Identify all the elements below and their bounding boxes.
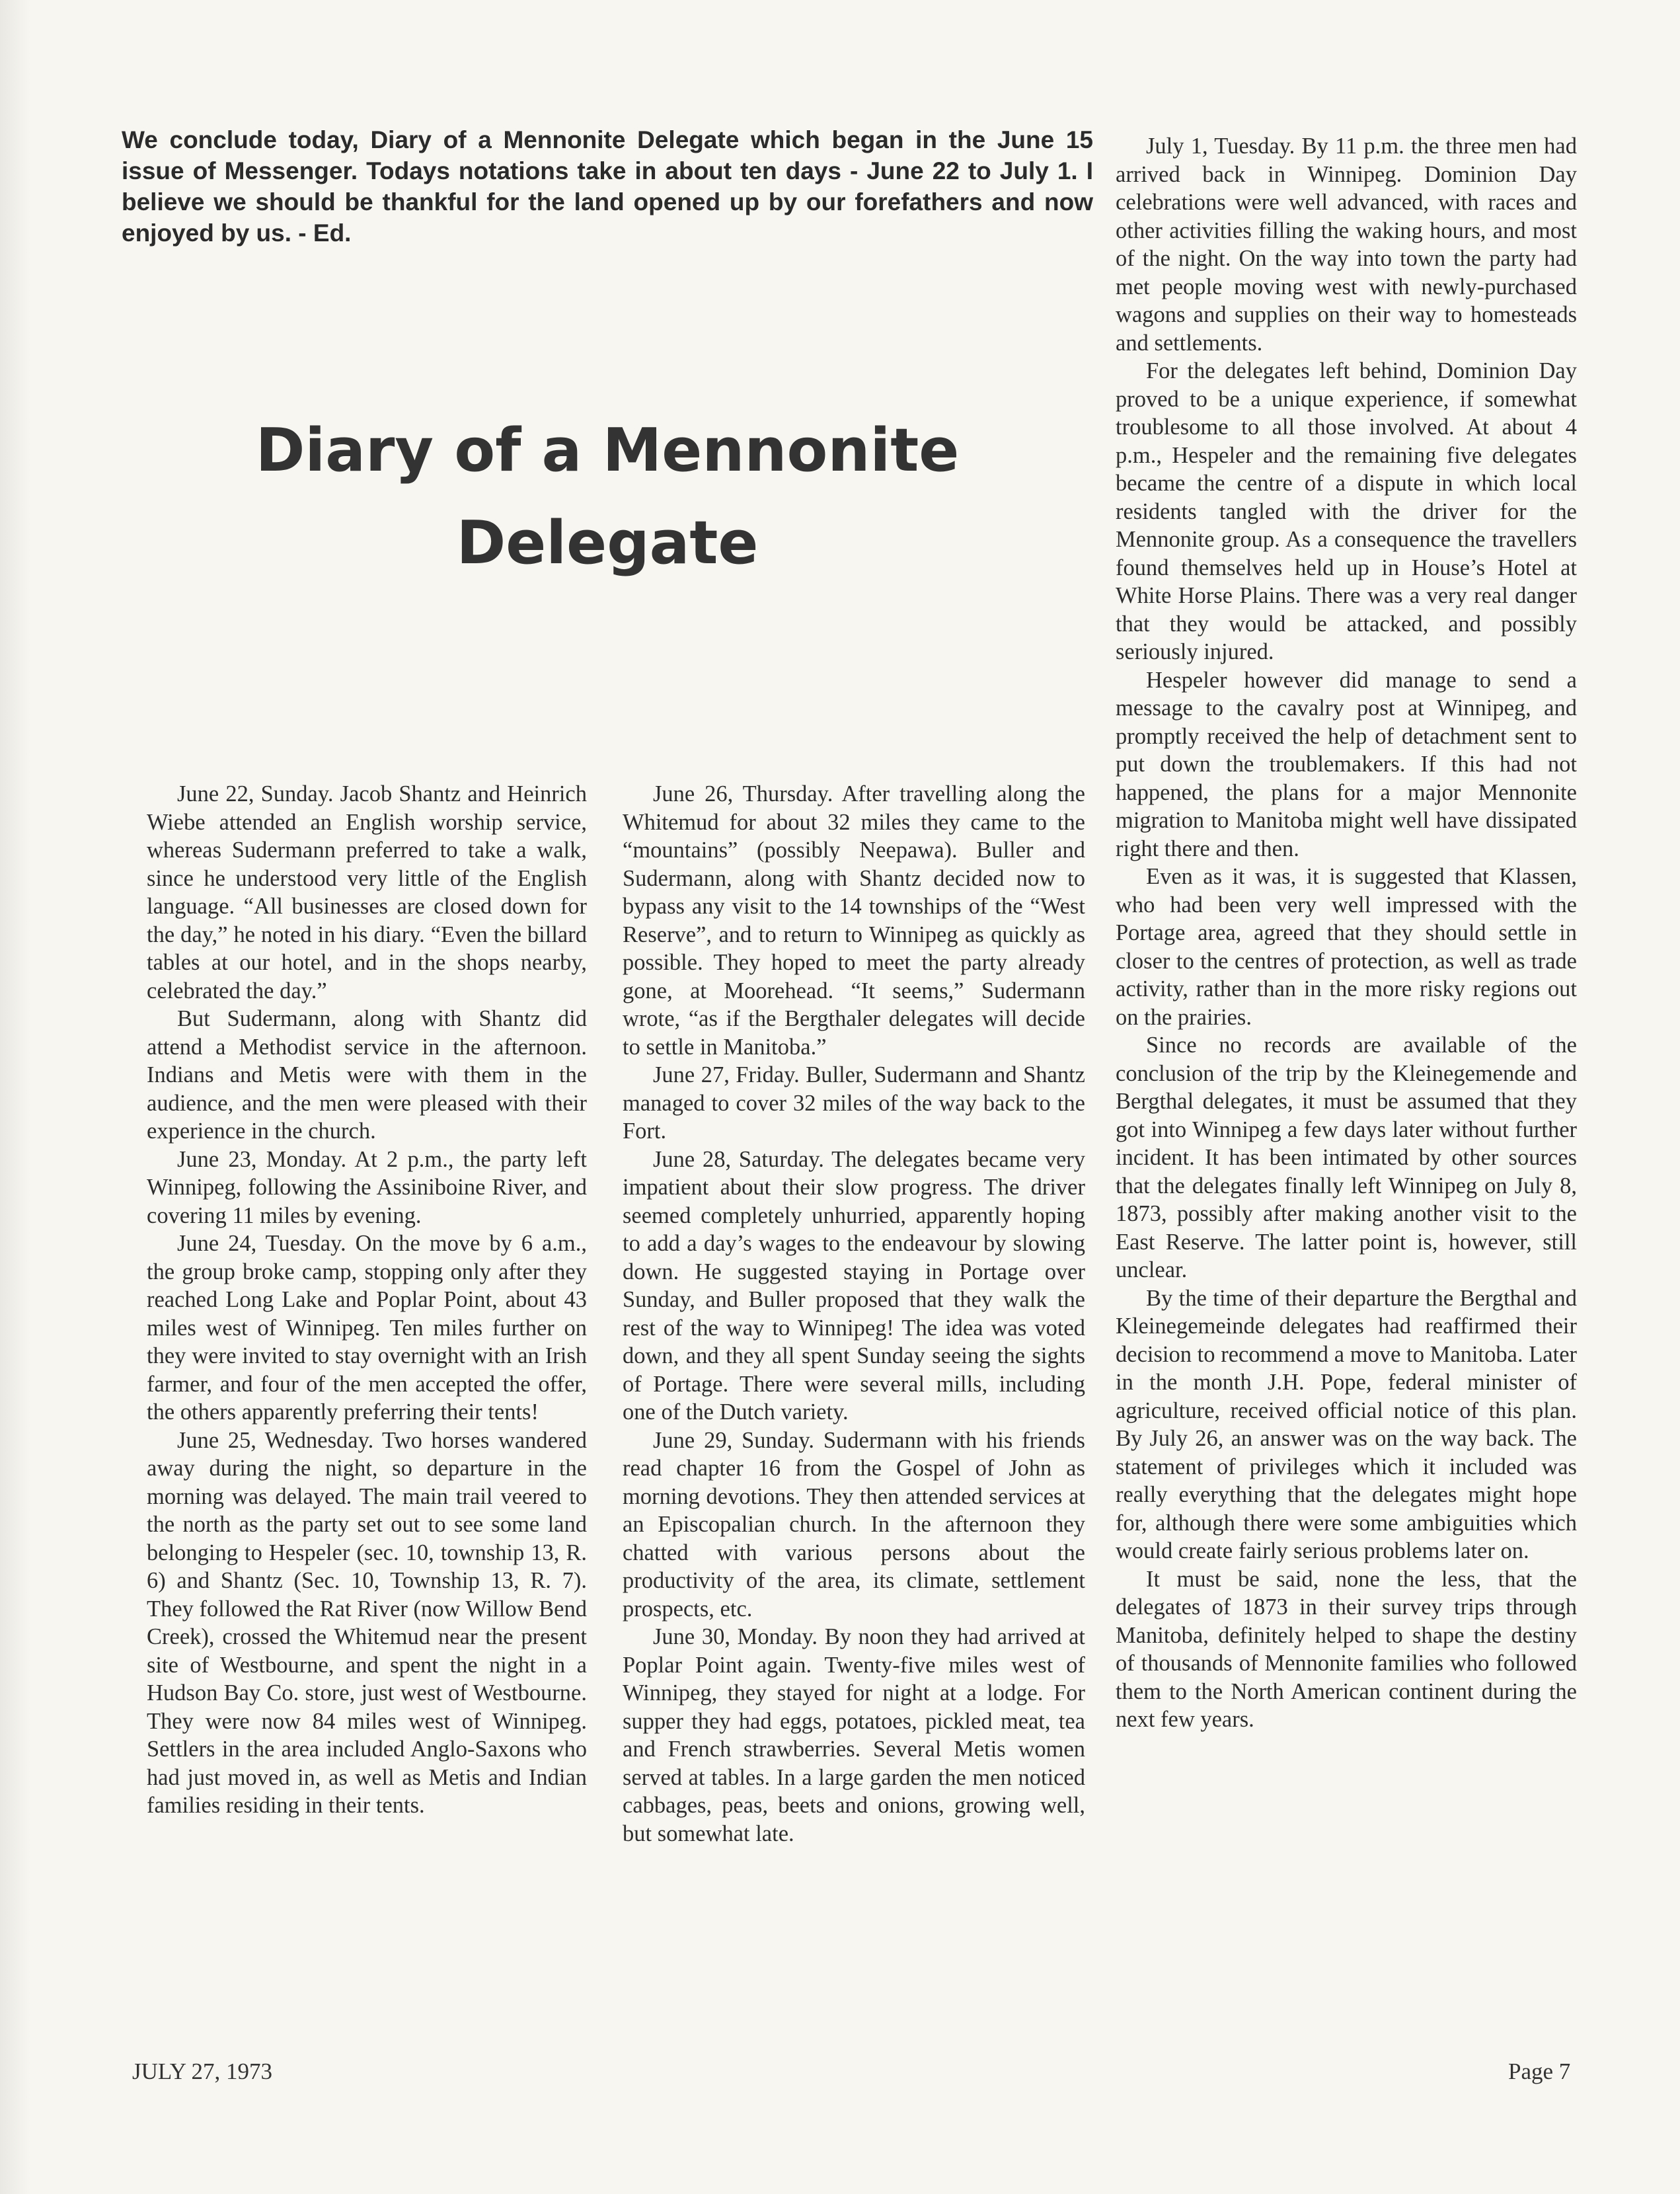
column-3	[1116, 132, 1577, 1734]
paragraph: June 24, Tuesday. On the move by 6 a.m., the group broke camp, stopping only after they reached Long Lake and Poplar Point, about 43 miles west of Winnipeg. Ten miles further on they were invited to stay overnight with an Irish farmer, and four of the men accepted the offer, the others apparently preferring their tents!	[147, 1231, 587, 1425]
column-1	[147, 780, 587, 1820]
paragraph: June 28, Saturday. The delegates became very impatient about their slow progress. The driver seemed completely unhurried, apparently hoping to add a day’s wages to the endeavour by slowing down. He suggested staying in Portage over Sunday, and Buller proposed that they walk the rest of the way to Winnipeg! The idea was voted down, and they all spent Sunday seeing the sights of Portage. There were several mills, including one of the Dutch variety.	[623, 1146, 1085, 1425]
article-title: Diary of a Mennonite Delegate	[255, 416, 960, 578]
paragraph: June 25, Wednesday. Two horses wandered away during the night, so departure in the morning was delayed. The main trail veered to the north as the party set out to see some land belonging to Hespeler (sec. 10, township 13, R. 6) and Shantz (Sec. 10, Township 13, R. 7). They followed the Rat River (now Willow Bend Creek), crossed the Whitemud near the present site of Westbourne, and spent the night in a Hudson Bay Co. store, just west of Westbourne. They were now 84 miles west of Winnipeg. Settlers in the area included Anglo-Saxons who had just moved in, as well as Metis and Indian families residing in their tents.	[147, 1427, 587, 1818]
paragraph: June 22, Sunday. Jacob Shantz and Heinrich Wiebe attended an English worship service, whereas Sudermann preferred to take a walk, since he understood very little of the English language. “All businesses are closed down for the day,” he noted in his diary. “Even the billard tables at our hotel, and in the shops nearby, celebrated the day.”	[147, 781, 587, 1003]
paragraph: June 26, Thursday. After travelling along the Whitemud for about 32 miles they came to the “mountains” (possibly Neepawa). Buller and Sudermann, along with Shantz decided now to bypass any visit to the 14 townships of the “West Reserve”, and to return to Winnipeg as quickly as possible. They hoped to meet the party already gone, at Moorehead. “It seems,” Sudermann wrote, “as if the Bergthaler delegates will decide to settle in Manitoba.”	[623, 781, 1085, 1060]
column-2	[623, 780, 1085, 1848]
paragraph: June 23, Monday. At 2 p.m., the party left Winnipeg, following the Assiniboine River, and covering 11 miles by evening.	[147, 1146, 587, 1228]
paragraph: But Sudermann, along with Shantz did attend a Methodist service in the afternoon. Indians and Metis were with them in the audience, and the men were pleased with their experience in the church.	[147, 1006, 587, 1144]
paragraph: For the delegates left behind, Dominion Day proved to be a unique experience, if somewhat troublesome to all those involved. At about 4 p.m., Hespeler and the remaining five delegates became the centre of a dispute in which local residents tangled with the driver for the Mennonite group. As a consequence the travellers found themselves held up in House’s Hotel at White Horse Plains. There was a very real danger that they would be attacked, and possibly seriously injured.	[1116, 358, 1577, 664]
paragraph: By the time of their departure the Bergthal and Kleinegemeinde delegates had reaffirmed their decision to recommend a move to Manitoba. Later in the month J.H. Pope, federal minister of agriculture, received official notice of this plan. By July 26, an answer was on the way back. The statement of privileges which it included was really everything that the delegates might hope for, although there were some ambiguities which would create fairly serious problems later on.	[1116, 1285, 1577, 1563]
paragraph: Hespeler however did manage to send a message to the cavalry post at Winnipeg, and promptly received the help of detachment sent to put down the troublemakers. If this had not happened, the plans for a major Mennonite migration to Manitoba might well have dissipated right there and then.	[1116, 667, 1577, 861]
page-number: Page 7	[1508, 2058, 1571, 2084]
paragraph: July 1, Tuesday. By 11 p.m. the three men had arrived back in Winnipeg. Dominion Day celebrations were well advanced, with races and other activities filling the waking hours, and most of the night. On the way into town the party had met people moving west with newly-purchased wagons and supplies on their way to homesteads and settlements.	[1116, 134, 1577, 356]
paragraph: Since no records are available of the conclusion of the trip by the Kleinegemende and Bergthal delegates, it must be assumed that they got into Winnipeg a few days later without further incident. It has been intimated by other sources that the delegates finally left Winnipeg on July 8, 1873, possibly after making another visit to the East Reserve. The latter point is, however, still unclear.	[1116, 1033, 1577, 1282]
editor-intro: We conclude today, Diary of a Mennonite Delegate which began in the June 15 issue of Messenger. Todays notations take in about ten days - June 22 to July 1. I believe we should be thankful for the land opened up by our forefathers and now enjoyed by us. - Ed.	[122, 126, 1093, 247]
page-edge-shadow	[0, 0, 30, 2194]
issue-date: JULY 27, 1973	[132, 2058, 272, 2084]
paragraph: June 29, Sunday. Sudermann with his friends read chapter 16 from the Gospel of John as morning devotions. They then attended services at an Episcopalian church. In the afternoon they chatted with various persons about the productivity of the area, its climate, settlement prospects, etc.	[623, 1427, 1085, 1622]
paragraph: It must be said, none the less, that the delegates of 1873 in their survey trips through Manitoba, definitely helped to shape the destiny of thousands of Mennonite families who followed them to the North American continent during the next few years.	[1116, 1566, 1577, 1732]
paragraph: Even as it was, it is suggested that Klassen, who had been very well impressed with the Portage area, agreed that they should settle in closer to the centres of protection, as well as trade activity, rather than in the more risky regions out on the prairies.	[1116, 864, 1577, 1030]
paragraph: June 27, Friday. Buller, Sudermann and Shantz managed to cover 32 miles of the way back to the Fort.	[623, 1062, 1085, 1144]
paragraph: June 30, Monday. By noon they had arrived at Poplar Point again. Twenty-five miles west of Winnipeg, they stayed for night at a lodge. For supper they had eggs, potatoes, pickled meat, tea and French strawberries. Several Metis women served at tables. In a large garden the men noticed cabbages, peas, beets and onions, growing well, but somewhat late.	[623, 1624, 1085, 1846]
